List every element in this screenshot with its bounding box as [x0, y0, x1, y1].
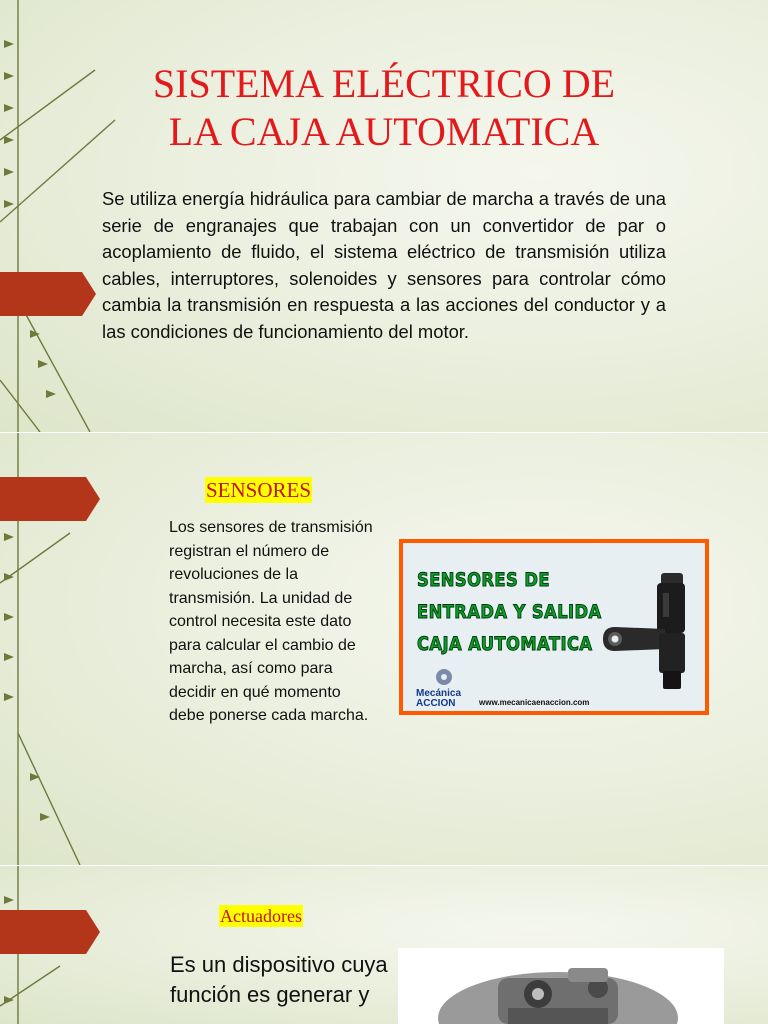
- arrow-tab-icon: [0, 272, 96, 316]
- arrow-tab-icon: [0, 477, 100, 521]
- intro-paragraph: Se utiliza energía hidráulica para cambiar de marcha a través de una serie de engranajes que trabajan con un convertidor de par o acoplamiento de fluido, el sistema eléctrico de transmisión utiliza cables, interruptores, solenoides y sensores para controlar cómo cambia la transmisión en respuesta a las acciones del conductor y a las condiciones de funcionamiento del motor.: [102, 188, 666, 342]
- arrow-tab-icon: [0, 910, 100, 954]
- page-title: [0, 60, 768, 156]
- brand-line-1: Mecánica: [416, 688, 462, 699]
- brand-logo: [416, 689, 461, 709]
- sensor-image-line-1: SENSORES DE: [417, 569, 550, 591]
- sensores-paragraph: Los sensores de transmisión registran el número de revoluciones de la transmisión. La unidad de control necesita este dato para calcular el cambio de marcha, así como para decidir en qué momento debe ponerse cada marcha.: [169, 519, 373, 724]
- actuator-photo: [398, 948, 724, 1024]
- sensor-image-line-3: CAJA AUTOMATICA: [417, 633, 593, 655]
- sensor-photo: [599, 563, 699, 698]
- actuadores-heading: Actuadores: [220, 906, 302, 926]
- brand-line-2: ACCION: [416, 698, 456, 709]
- sensor-image: [399, 539, 709, 715]
- actuadores-paragraph: Es un dispositivo cuya función es generar y: [170, 952, 388, 1007]
- slide-1: [0, 0, 768, 432]
- title-line-2: LA CAJA AUTOMATICA: [168, 109, 600, 154]
- sensores-heading: SENSORES: [206, 478, 312, 502]
- title-line-1: SISTEMA ELÉCTRICO DE: [152, 61, 616, 106]
- website-url: www.mecanicaenaccion.com: [479, 698, 590, 707]
- gear-logo-icon: [433, 667, 455, 687]
- sensor-image-line-2: ENTRADA Y SALIDA: [417, 601, 602, 623]
